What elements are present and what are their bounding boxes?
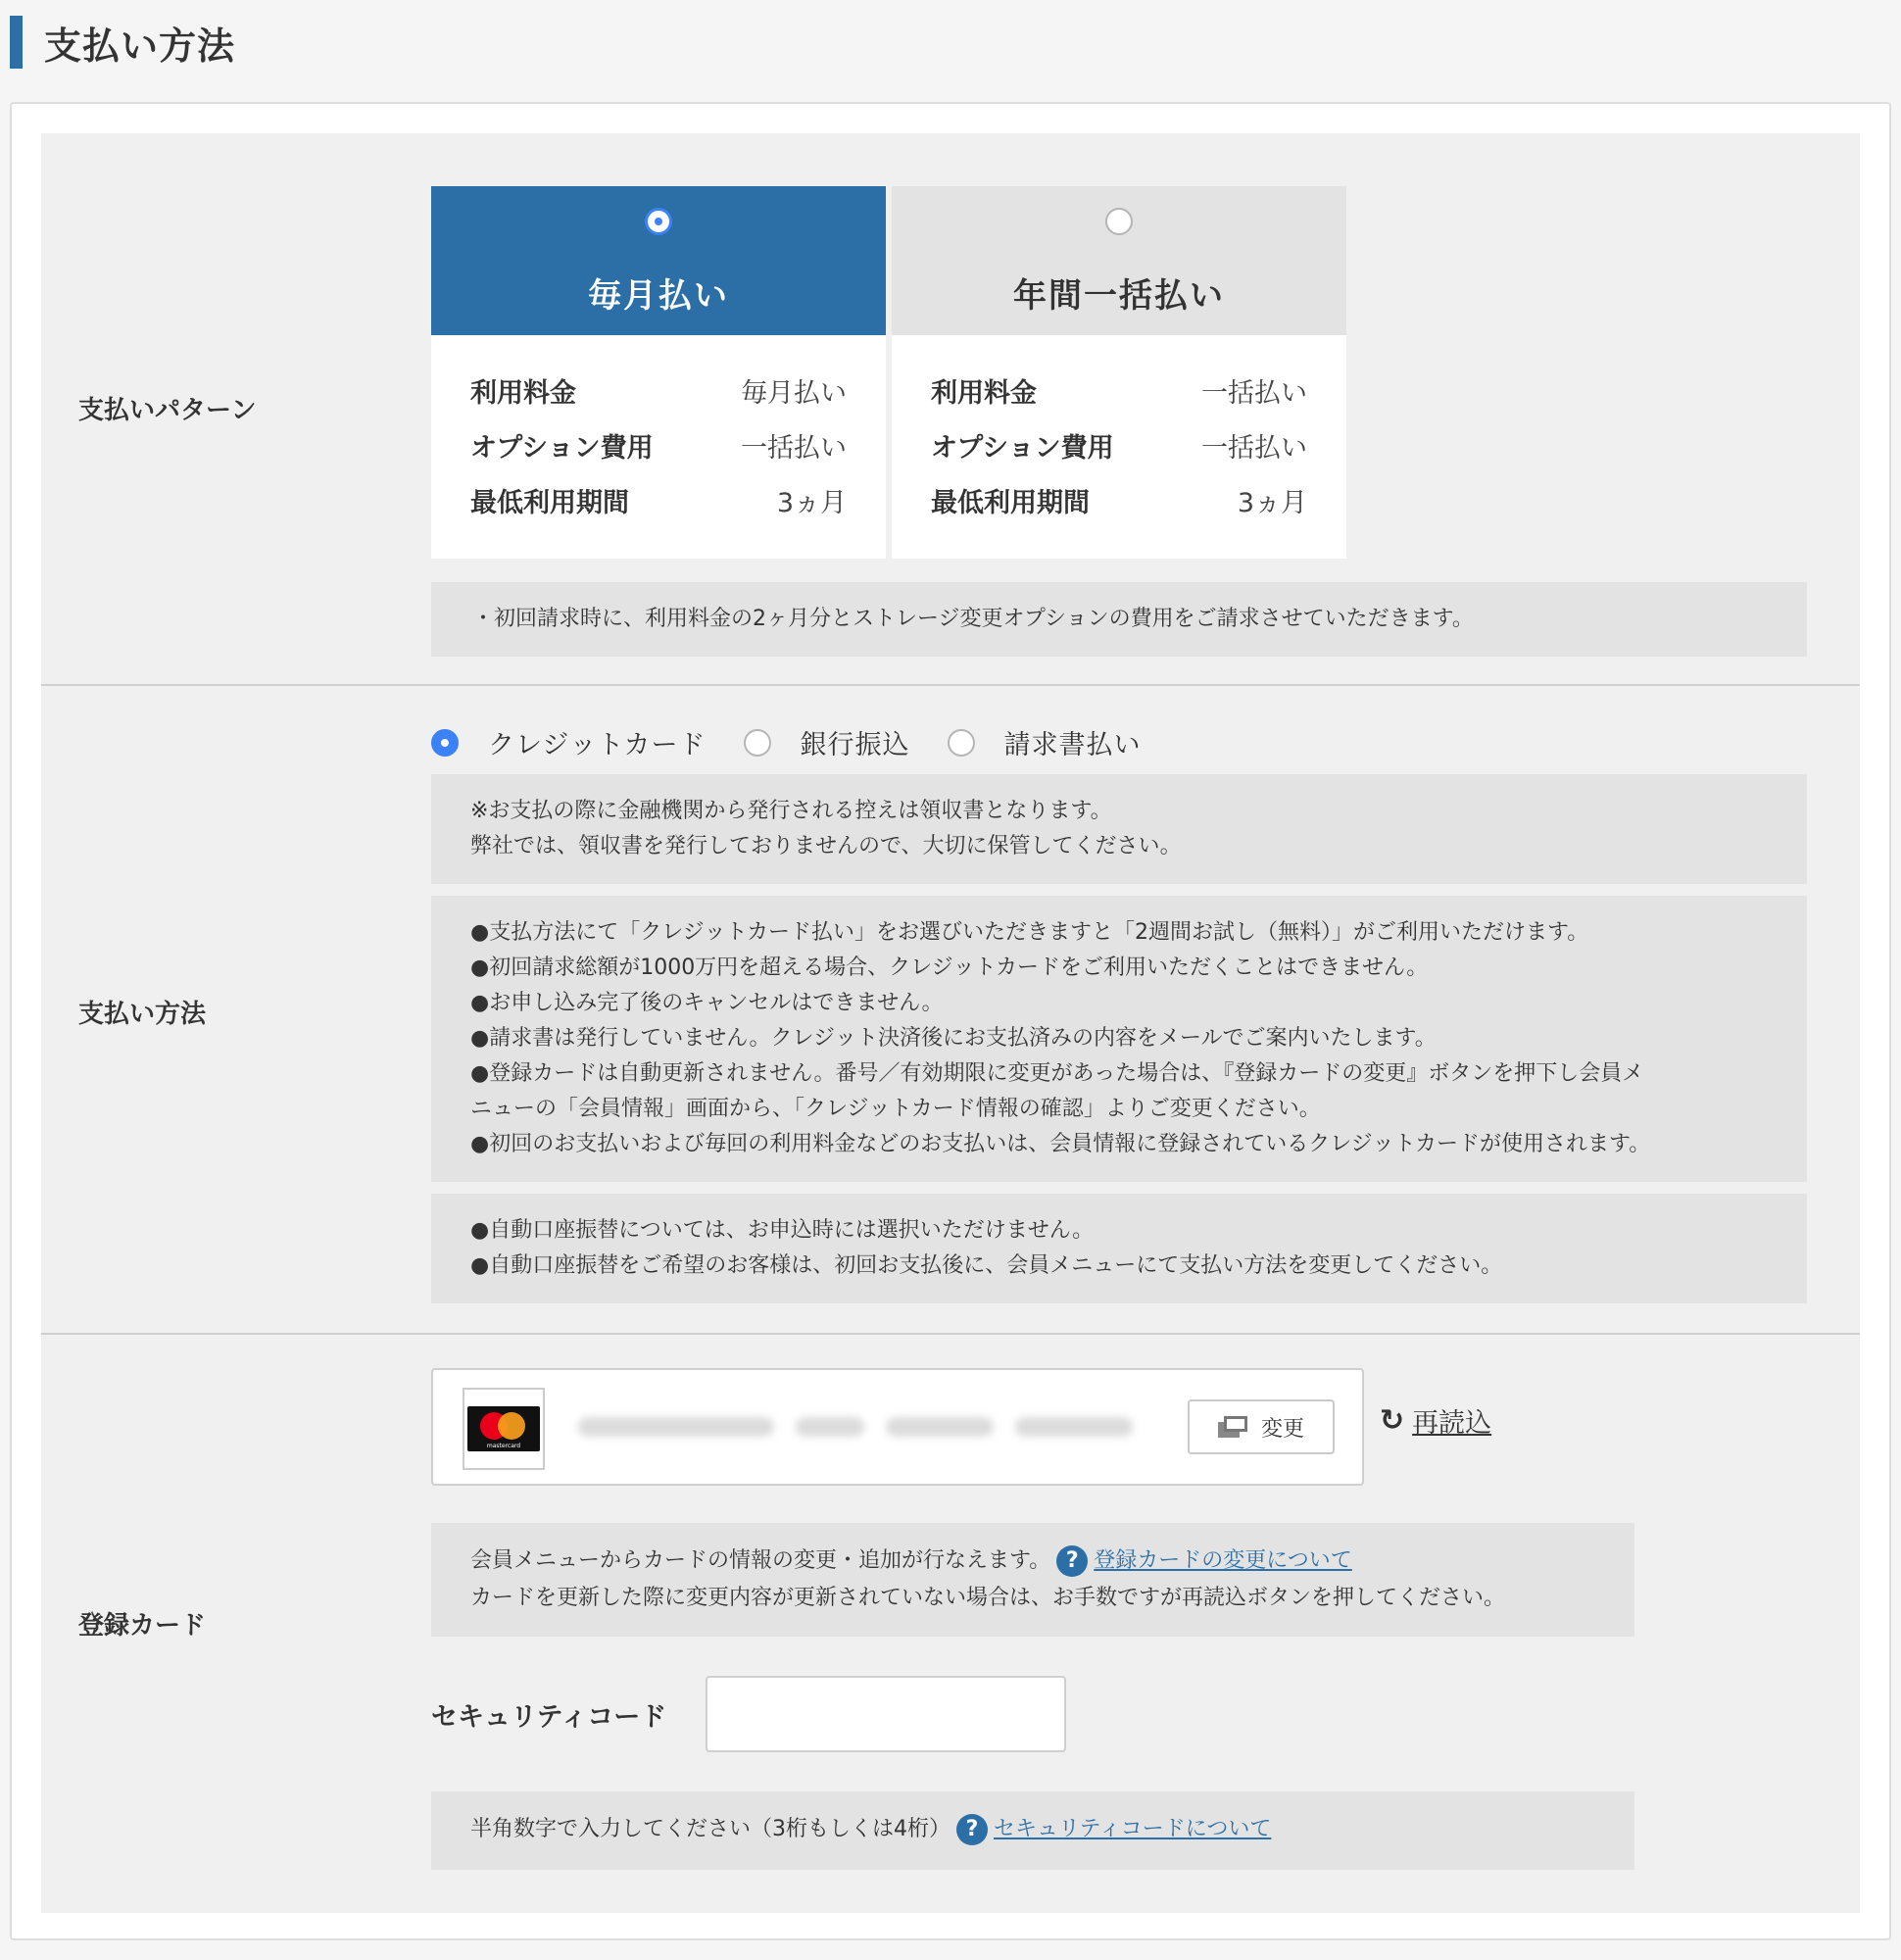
card-info-text: 会員メニューからカードの情報の変更・追加が行なえます。 <box>470 1548 1051 1573</box>
note-line: ●初回のお支払いおよび毎回の利用料金などのお支払いは、会員情報に登録されているクレジットカードが使用されます。 <box>470 1132 1651 1156</box>
method-label[interactable]: 銀行振込 <box>800 730 910 760</box>
pattern-radio-annual[interactable] <box>1105 208 1133 235</box>
help-icon[interactable]: ? <box>956 1814 988 1845</box>
detail-value: 3ヵ月 <box>1237 487 1307 518</box>
pattern-detail-row <box>470 363 847 417</box>
security-hint-note <box>431 1791 1634 1870</box>
mastercard-logo <box>463 1388 545 1470</box>
detail-value: 3ヵ月 <box>776 487 847 518</box>
page-header <box>10 16 235 69</box>
detail-value: 一括払い <box>1201 377 1307 409</box>
pattern-row <box>41 133 1860 684</box>
detail-key: 最低利用期間 <box>931 487 1090 518</box>
note-line: ●初回請求総額が1000万円を超える場合、クレジットカードをご利用いただくことはできません。 <box>470 956 1429 980</box>
card-row-label: 登録カード <box>78 1611 207 1641</box>
card-row <box>41 1335 1860 1913</box>
method-option-invoice[interactable] <box>948 723 1142 761</box>
change-card-button[interactable] <box>1188 1399 1335 1454</box>
pattern-row-label: 支払いパターン <box>78 396 257 425</box>
pattern-note-text: ・初回請求時に、利用料金の2ヶ月分とストレージ変更オプションの費用をご請求させていただきます。 <box>472 607 1474 631</box>
security-hint-text: 半角数字で入力してください（3桁もしくは4桁） <box>470 1817 950 1841</box>
card-info-note <box>431 1523 1634 1637</box>
method-radio-invoice[interactable] <box>948 729 975 757</box>
note-line: ●自動口座振替をご希望のお客様は、初回お支払後に、会員メニューにて支払い方法を変更してください。 <box>470 1253 1503 1278</box>
pattern-detail-row <box>470 417 847 472</box>
note-line <box>470 1543 1595 1580</box>
payment-panel <box>10 102 1891 1940</box>
detail-key: 利用料金 <box>931 377 1037 409</box>
note-line: 弊社では、領収書を発行しておりませんので、大切に保管してください。 <box>470 834 1182 858</box>
method-option-bank[interactable] <box>744 723 910 761</box>
payment-form <box>41 133 1860 1913</box>
change-card-label: 変更 <box>1260 1416 1304 1442</box>
title-accent-bar <box>10 16 23 69</box>
pattern-details <box>892 335 1346 527</box>
security-code-input[interactable] <box>706 1676 1066 1752</box>
pattern-detail-row <box>470 472 847 527</box>
detail-value: 一括払い <box>741 432 847 464</box>
method-options <box>431 723 1179 761</box>
pattern-card-header[interactable] <box>431 186 886 335</box>
reload-icon: ↻ <box>1380 1403 1405 1438</box>
card-change-help-link[interactable]: 登録カードの変更について <box>1094 1548 1352 1573</box>
mastercard-icon <box>467 1406 540 1451</box>
method-row <box>41 686 1860 1333</box>
detail-key: 利用料金 <box>470 377 576 409</box>
pattern-card-annual[interactable] <box>892 186 1346 559</box>
registered-card-box <box>431 1368 1364 1486</box>
page-title: 支払い方法 <box>44 24 236 68</box>
pattern-name: 毎月払い <box>588 276 729 316</box>
card-brand-text: mastercard <box>486 1443 521 1449</box>
pattern-name: 年間一括払い <box>1013 276 1225 316</box>
auto-debit-notes <box>431 1194 1807 1303</box>
note-line: ※お支払の際に金融機関から発行される控えは領収書となります。 <box>470 799 1112 823</box>
credit-card-notes <box>431 896 1807 1182</box>
detail-key: オプション費用 <box>931 432 1114 464</box>
pattern-detail-row <box>931 363 1307 417</box>
pattern-details <box>431 335 886 527</box>
method-radio-credit[interactable] <box>431 729 459 757</box>
security-code-help-link[interactable]: セキュリティコードについて <box>994 1817 1272 1841</box>
detail-key: オプション費用 <box>470 432 654 464</box>
pattern-detail-row <box>931 472 1307 527</box>
detail-key: 最低利用期間 <box>470 487 629 518</box>
pattern-card-header[interactable] <box>892 186 1346 335</box>
detail-value: 毎月払い <box>741 377 847 409</box>
note-line: ●支払方法にて「クレジットカード払い」をお選びいただきますと「2週間お試し（無料）」がご利用いただけます。 <box>470 920 1589 945</box>
note-line: ●自動口座振替については、お申込時には選択いただけません。 <box>470 1218 1095 1243</box>
security-code-label: セキュリティコード <box>431 1702 667 1733</box>
pattern-radio-monthly[interactable] <box>645 208 672 235</box>
note-line: ●登録カードは自動更新されません。番号／有効期限に変更があった場合は、『登録カードの変更』ボタンを押下し会員メ <box>470 1061 1644 1086</box>
note-line: カードを更新した際に変更内容が更新されていない場合は、お手数ですが再読込ボタンを押してください。 <box>470 1586 1506 1610</box>
method-radio-bank[interactable] <box>744 729 771 757</box>
pattern-note <box>431 582 1807 657</box>
pattern-card-monthly[interactable] <box>431 186 886 559</box>
help-icon[interactable]: ? <box>1056 1545 1088 1577</box>
method-option-credit[interactable] <box>431 723 707 761</box>
window-icon <box>1218 1416 1247 1438</box>
note-line: ●お申し込み完了後のキャンセルはできません。 <box>470 991 944 1015</box>
method-row-label: 支払い方法 <box>78 1000 207 1029</box>
note-line: ニューの「会員情報」画面から、「クレジットカード情報の確認」よりご変更ください。 <box>470 1097 1321 1121</box>
method-label[interactable]: 請求書払い <box>1003 730 1142 760</box>
reload-label[interactable]: 再読込 <box>1412 1408 1492 1439</box>
note-line: ●請求書は発行していません。クレジット決済後にお支払済みの内容をメールでご案内いたします。 <box>470 1026 1437 1051</box>
receipt-note <box>431 774 1807 884</box>
card-number-masked <box>578 1409 1133 1445</box>
method-label[interactable]: クレジットカード <box>488 730 707 760</box>
pattern-detail-row <box>931 417 1307 472</box>
detail-value: 一括払い <box>1201 432 1307 464</box>
reload-link[interactable] <box>1380 1401 1491 1440</box>
